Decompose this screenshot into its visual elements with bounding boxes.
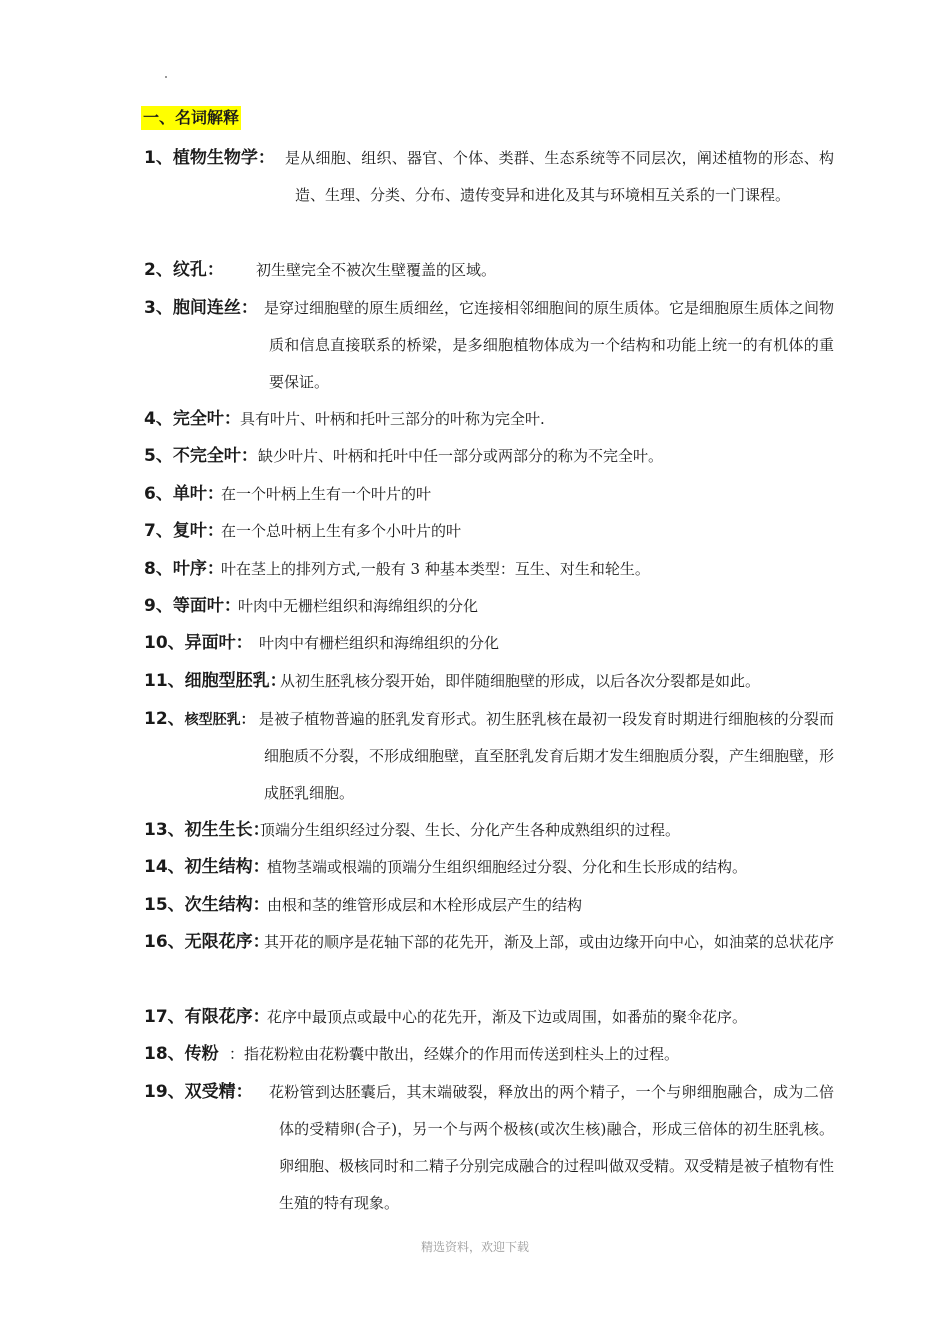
term-name: 有限花序：: [184, 1007, 270, 1027]
term-name: 纹孔：: [172, 260, 224, 280]
term-definition: 是被子植物普遍的胚乳发育形式。初生胚乳核在最初一段发育时期进行细胞核的分裂而细胞质不分裂，不形成细胞壁，直至胚乳发育后期才发生细胞质分裂，产生细胞壁，形成胚乳细胞。: [259, 710, 835, 802]
term-name: 次生结构：: [184, 895, 270, 915]
term-definition: ：指花粉粒由花粉囊中散出，经媒介的作用而传送到柱头上的过程。: [229, 1045, 680, 1063]
term-number: 1、: [144, 148, 173, 168]
term-label: [144, 443, 258, 469]
term-definition: 在一个叶柄上生有一个叶片的叶: [221, 485, 432, 503]
term-definition: 在一个总叶柄上生有多个小叶片的叶: [221, 522, 462, 540]
term-definition: 初生壁完全不被次生壁覆盖的区域。: [256, 261, 497, 279]
term-definition: 花序中最顶点或最中心的花先开，渐及下边或周围，如番茄的聚伞花序。: [267, 1008, 748, 1026]
section-heading: 一、名词解释: [141, 106, 241, 130]
term-label: [144, 1079, 253, 1105]
term-number: 5、: [144, 446, 173, 466]
term-definition: 花粉管到达胚囊后，其末端破裂，释放出的两个精子，一个与卵细胞融合，成为二倍体的受精卵(合子)，另一个与两个极核(或次生核)融合，形成三倍体的初生胚乳核。卵细胞、极核同时和二精子分别完成融合的过程叫做双受精。双受精是被子植物有性生殖的特有现象。: [269, 1083, 835, 1212]
term-name: 双受精：: [184, 1082, 253, 1102]
term-label: [144, 556, 224, 582]
term-label: [144, 593, 241, 619]
term-entry: [144, 518, 834, 548]
term-definition: 缺少叶片、叶柄和托叶中任一部分或两部分的称为不完全叶。: [258, 447, 664, 465]
term-name: 完全叶：: [172, 409, 241, 429]
term-entry: [144, 1079, 834, 1219]
term-definition: 叶在茎上的排列方式,一般有 3 种基本类型：互生、对生和轮生。: [221, 560, 650, 578]
term-name: 等面叶：: [172, 596, 241, 616]
term-label: [144, 1041, 219, 1067]
term-entry: [144, 593, 834, 623]
term-name: 胞间连丝：: [172, 298, 258, 318]
term-entry: [144, 257, 834, 287]
term-number: 17、: [144, 1007, 185, 1027]
term-number: 13、: [144, 820, 185, 840]
term-entry: [144, 481, 834, 511]
term-entry: [144, 295, 834, 405]
term-definition: 叶肉中有栅栏组织和海绵组织的分化: [259, 634, 500, 652]
term-label: [144, 481, 224, 507]
page-footer: 精选资料，欢迎下载: [420, 1240, 529, 1254]
term-label: [144, 854, 270, 880]
term-entry: [144, 1004, 834, 1034]
term-label: [144, 630, 253, 656]
term-definition: 由根和茎的维管形成层和木栓形成层产生的结构: [267, 896, 583, 914]
term-number: 8、: [144, 559, 173, 579]
term-name: 初生结构：: [184, 857, 270, 877]
term-label: [144, 145, 275, 171]
term-label: [144, 1004, 270, 1030]
term-number: 11、: [144, 671, 185, 691]
term-entry: [144, 706, 834, 816]
term-entry: [144, 630, 834, 660]
term-label: [144, 817, 270, 843]
term-number: 6、: [144, 484, 173, 504]
term-number: 3、: [144, 298, 173, 318]
term-entry: [144, 145, 834, 255]
term-entry: [144, 406, 834, 436]
term-definition: 是穿过细胞壁的原生质细丝，它连接相邻细胞间的原生质体。它是细胞原生质体之间物质和信息直接联系的桥梁，是多细胞植物体成为一个结构和功能上统一的有机体的重要保证。: [264, 299, 835, 391]
term-number: 4、: [144, 409, 173, 429]
term-number: 16、: [144, 932, 185, 952]
term-label: [144, 668, 287, 694]
term-label: [144, 406, 241, 432]
term-name: 复叶：: [172, 521, 224, 541]
term-definition: 是从细胞、组织、器官、个体、类群、生态系统等不同层次，阐述植物的形态、构造、生理、分类、分布、遗传变异和进化及其与环境相互关系的一门课程。: [285, 149, 834, 204]
term-label: [144, 892, 270, 918]
term-name: 初生生长：: [184, 820, 270, 840]
term-number: 7、: [144, 521, 173, 541]
term-number: 10、: [144, 633, 185, 653]
term-label: [144, 518, 224, 544]
term-definition: 顶端分生组织经过分裂、生长、分化产生各种成熟组织的过程。: [260, 821, 681, 839]
term-entry: [144, 929, 834, 999]
term-entry: [144, 556, 834, 586]
term-entry: [144, 443, 834, 473]
term-name: 单叶：: [172, 484, 224, 504]
term-definition: 植物茎端或根端的顶端分生组织细胞经过分裂、分化和生长形成的结构。: [267, 858, 748, 876]
term-definition: 具有叶片、叶柄和托叶三部分的叶称为完全叶.: [240, 410, 545, 428]
term-entry: [144, 854, 834, 884]
term-entry: [144, 1041, 834, 1071]
term-number: 9、: [144, 596, 173, 616]
term-label: [144, 257, 224, 283]
term-number: 14、: [144, 857, 185, 877]
term-number: 19、: [144, 1082, 185, 1102]
term-number: 2、: [144, 260, 173, 280]
term-name: 植物生物学：: [172, 148, 275, 168]
term-name: 异面叶：: [184, 633, 253, 653]
term-entry: [144, 668, 834, 698]
term-label: [144, 706, 255, 733]
term-number: 18、: [144, 1044, 185, 1064]
term-definition: 从初生胚乳核分裂开始，即伴随细胞壁的形成，以后各次分裂都是如此。: [280, 672, 761, 690]
term-number: 15、: [144, 895, 185, 915]
term-name: 无限花序：: [184, 932, 270, 952]
term-definition: 其开花的顺序是花轴下部的花先开，渐及上部，或由边缘开向中心，如油菜的总状花序: [264, 933, 835, 951]
term-number: 12、: [144, 709, 185, 729]
term-label: [144, 295, 258, 321]
term-entry: [144, 892, 834, 922]
term-definition: 叶肉中无栅栏组织和海绵组织的分化: [238, 597, 479, 615]
term-entry: [144, 817, 834, 847]
term-name: 传粉: [184, 1044, 219, 1064]
term-label: [144, 929, 270, 955]
term-name: 细胞型胚乳：: [184, 671, 287, 691]
term-name: 核型胚乳：: [184, 712, 255, 728]
term-name: 不完全叶：: [172, 446, 258, 466]
term-name: 叶序：: [172, 559, 224, 579]
stray-dot: [165, 76, 167, 78]
